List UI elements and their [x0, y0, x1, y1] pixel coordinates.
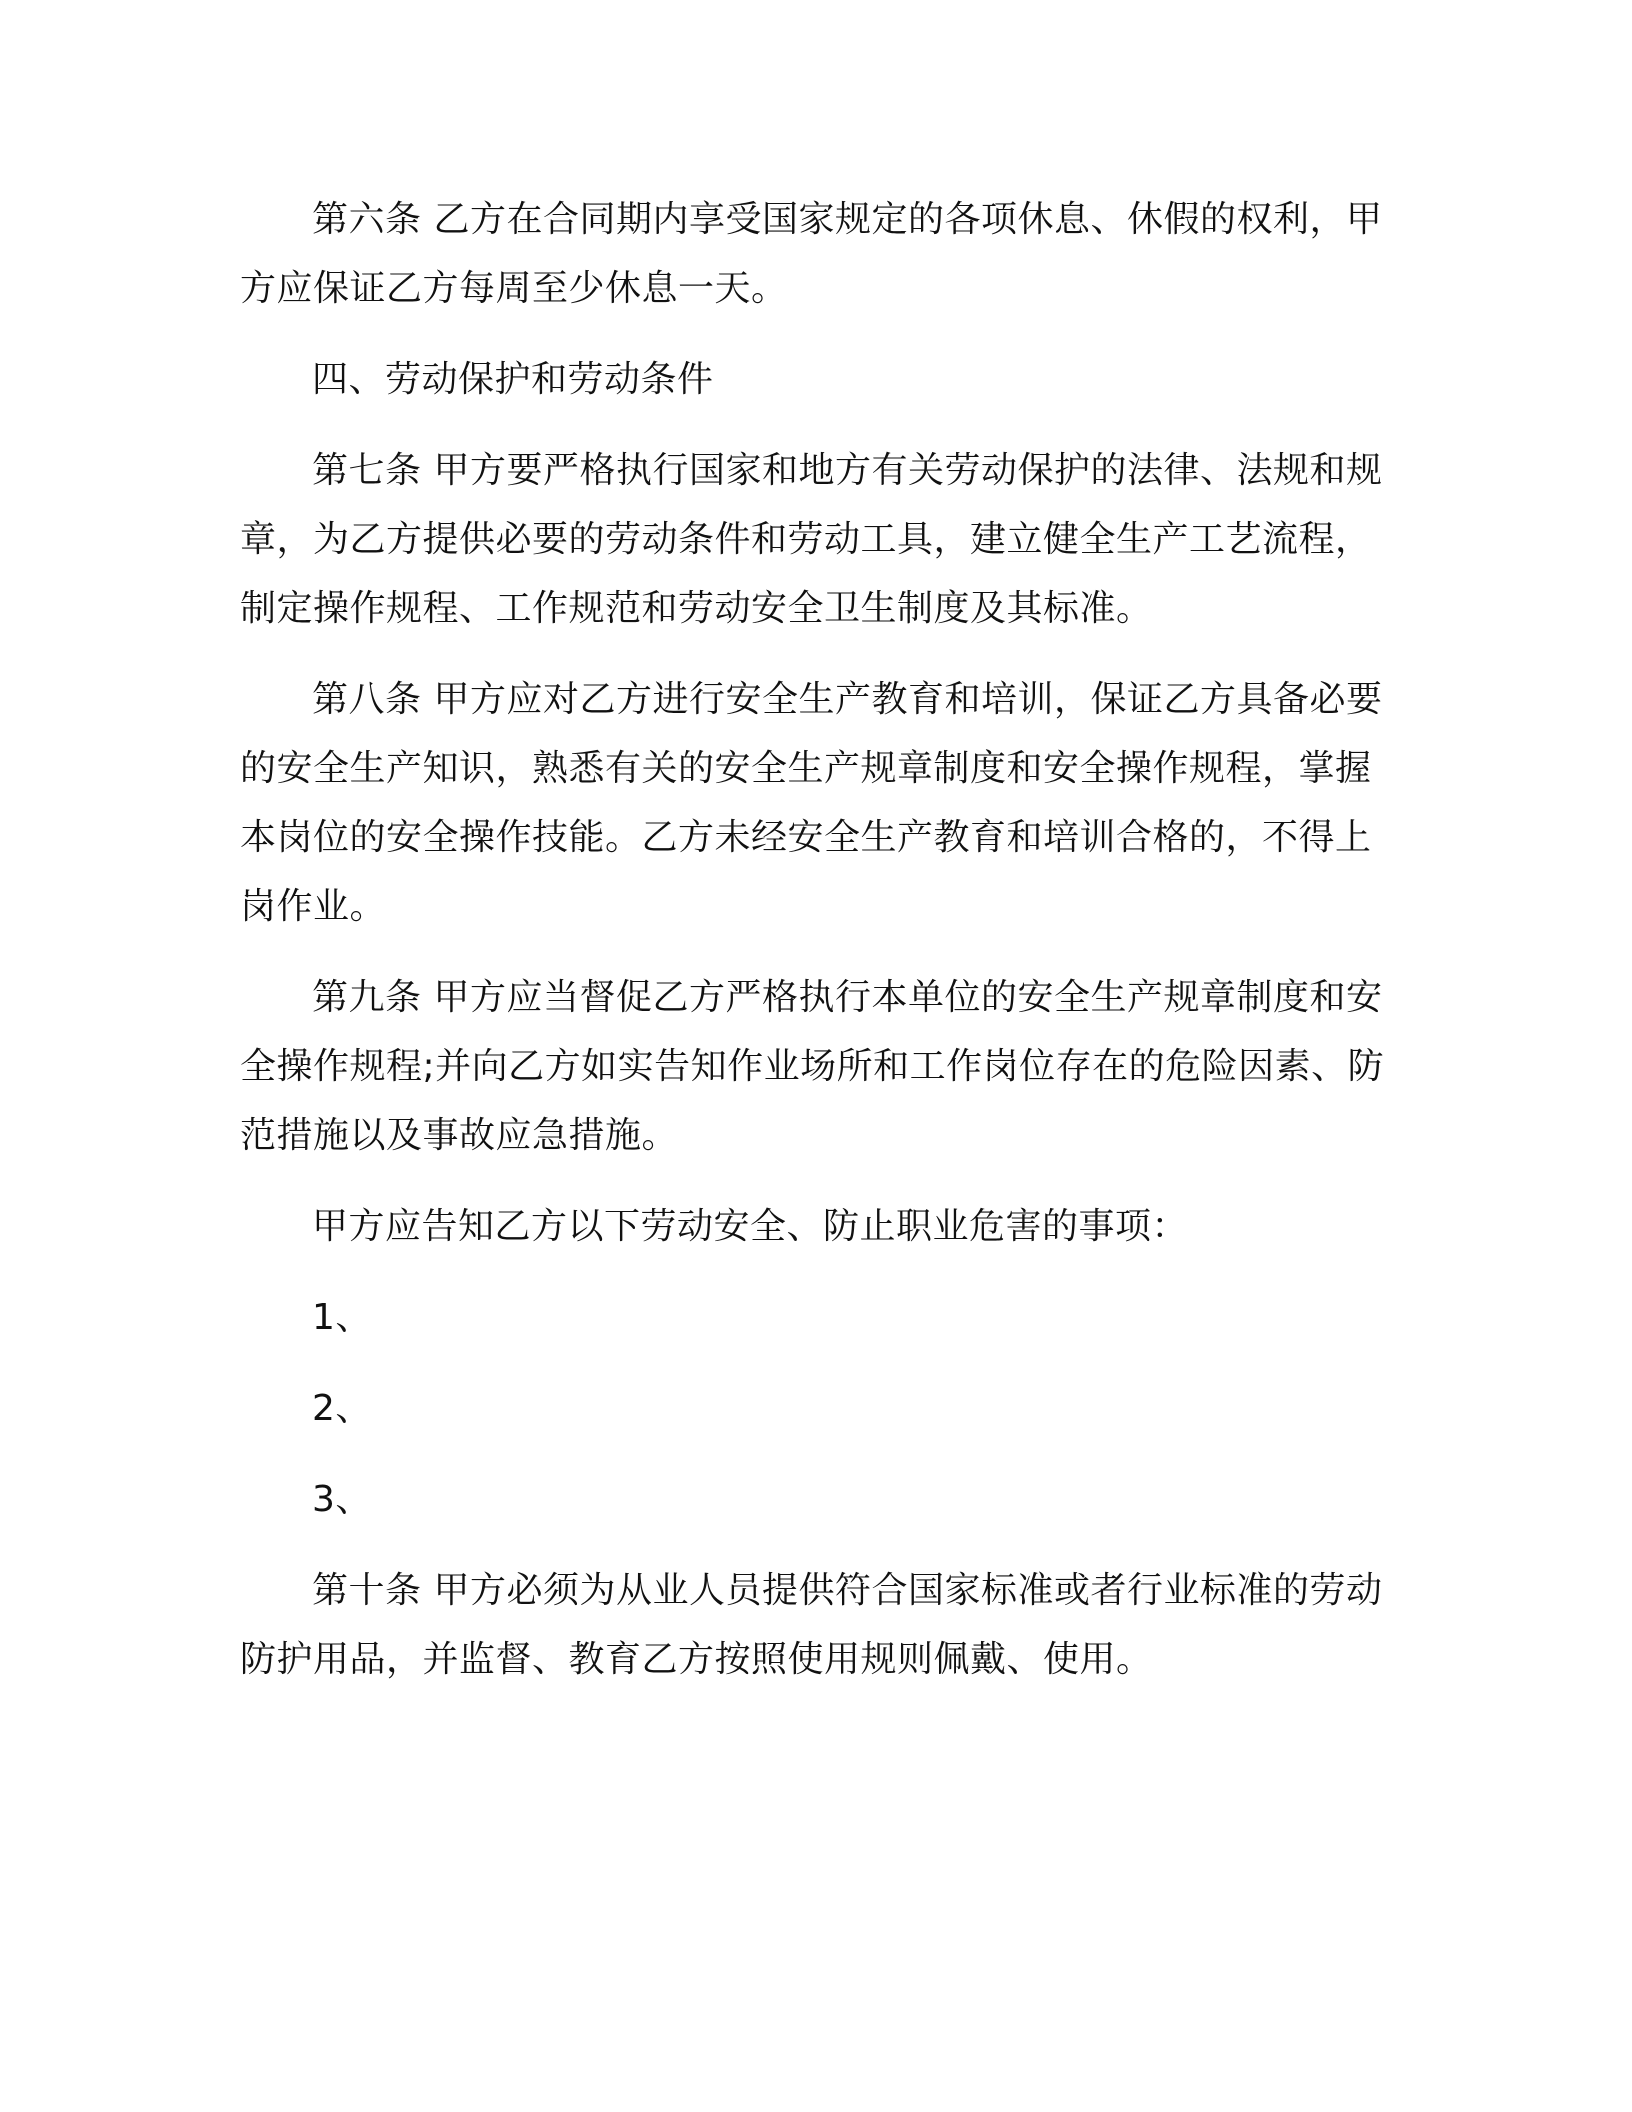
document-body: [240, 185, 1390, 1694]
paragraph-article-8: 第八条 甲方应对乙方进行安全生产教育和培训，保证乙方具备必要的安全生产知识，熟悉有关的安全生产规章制度和安全操作规程，掌握本岗位的安全操作技能。乙方未经安全生产教育和培训合格的，不得上岗作业。: [240, 679, 1383, 927]
section-heading-labor-protection: 四、劳动保护和劳动条件: [312, 359, 714, 400]
list-item-3: 3、: [312, 1479, 372, 1520]
paragraph-notification-items: 甲方应告知乙方以下劳动安全、防止职业危害的事项：: [312, 1206, 1189, 1247]
paragraph-article-10: 第十条 甲方必须为从业人员提供符合国家标准或者行业标准的劳动防护用品，并监督、教育乙方按照使用规则佩戴、使用。: [240, 1570, 1383, 1680]
list-item-2: 2、: [312, 1388, 372, 1429]
paragraph-article-7: 第七条 甲方要严格执行国家和地方有关劳动保护的法律、法规和规章，为乙方提供必要的劳动条件和劳动工具，建立健全生产工艺流程，制定操作规程、工作规范和劳动安全卫生制度及其标准。: [240, 450, 1383, 629]
paragraph-article-9: 第九条 甲方应当督促乙方严格执行本单位的安全生产规章制度和安全操作规程;并向乙方如实告知作业场所和工作岗位存在的危险因素、防范措施以及事故应急措施。: [240, 977, 1385, 1156]
list-item-1: 1、: [312, 1297, 372, 1338]
paragraph-article-6: 第六条 乙方在合同期内享受国家规定的各项休息、休假的权利，甲方应保证乙方每周至少休息一天。: [240, 199, 1383, 309]
